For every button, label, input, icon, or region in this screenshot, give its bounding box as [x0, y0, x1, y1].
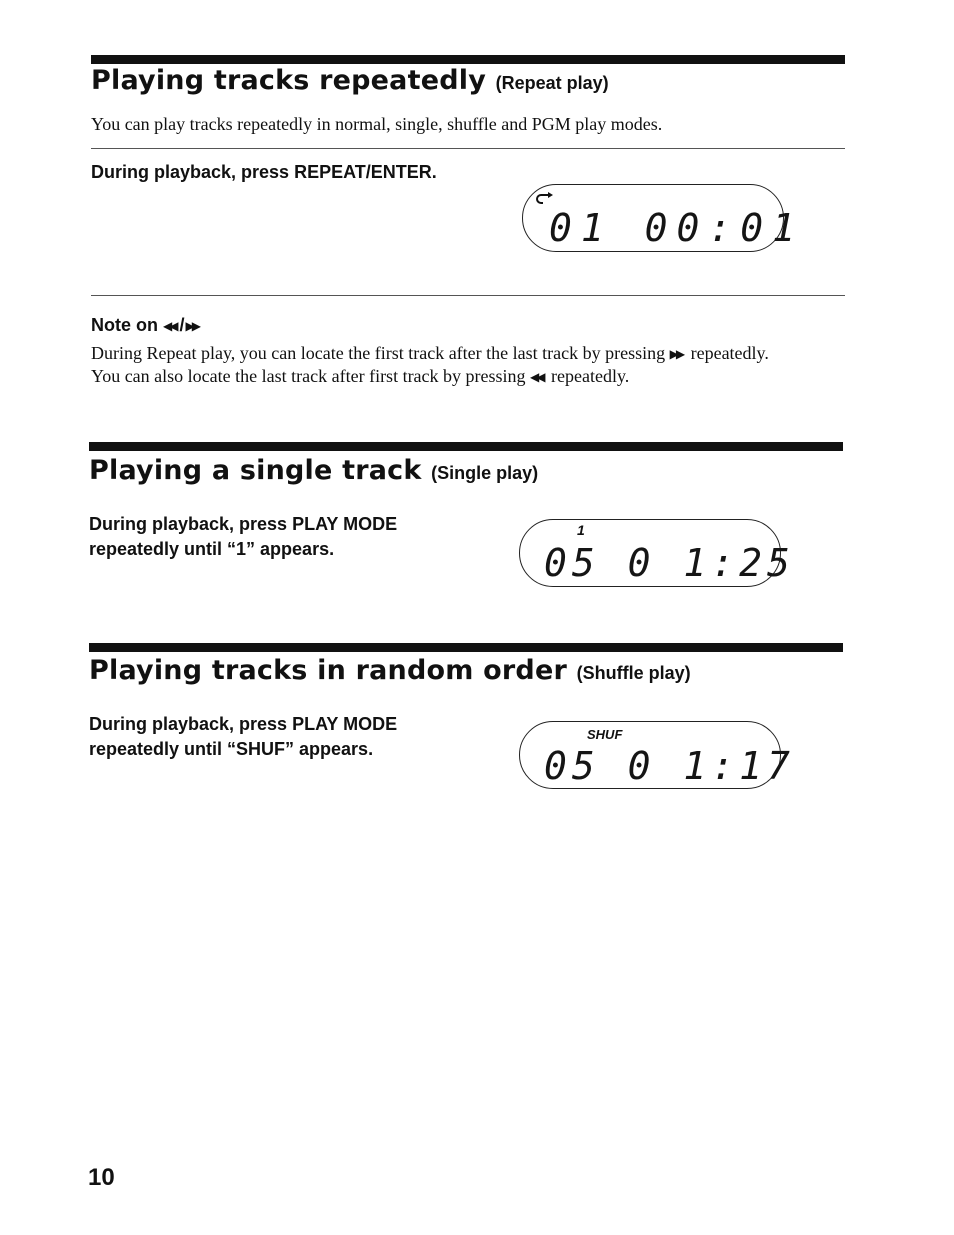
prev-track-icon: ◀◀ — [530, 370, 543, 384]
lcd-digits-single: 05 0 1:25 — [544, 541, 795, 585]
note-line-1-end: repeatedly. — [686, 343, 769, 363]
lcd-display-shuffle — [519, 721, 795, 789]
lcd-display-repeat — [522, 184, 805, 252]
note-heading-text: Note on — [91, 315, 163, 335]
note-line-1-text: During Repeat play, you can locate the first track after the last track by pressing — [91, 343, 670, 363]
next-track-icon: ▶▶ — [669, 347, 683, 361]
repeat-instruction: During playback, press REPEAT/ENTER. — [91, 162, 437, 182]
repeat-icon — [535, 192, 559, 206]
next-track-icon: ▶▶ — [185, 319, 198, 333]
heading-shuffle — [89, 657, 691, 684]
heading-single-subtitle: (Single play) — [431, 463, 539, 483]
section-rule-shuffle — [89, 643, 843, 652]
heading-repeat-title: Playing tracks repeatedly — [91, 65, 486, 96]
single-instruction-line-1: During playback, press PLAY MODE — [89, 514, 398, 534]
heading-single — [89, 457, 538, 484]
note-heading-sep: / — [179, 315, 185, 335]
prev-track-icon: ◀◀ — [163, 319, 176, 333]
divider-repeat-bottom — [91, 295, 845, 296]
lcd-digits-shuffle: 05 0 1:17 — [544, 744, 795, 788]
note-line-2-text: You can also locate the last track after first track by pressing — [91, 366, 531, 386]
note-line-1 — [91, 342, 769, 366]
repeat-intro: You can play tracks repeatedly in normal, single, shuffle and PGM play modes. — [91, 114, 663, 134]
section-rule-single — [89, 442, 843, 451]
heading-repeat-subtitle: (Repeat play) — [495, 73, 609, 93]
section-rule-repeat — [91, 55, 845, 64]
note-line-2-end: repeatedly. — [546, 366, 630, 386]
heading-single-title: Playing a single track — [89, 455, 422, 486]
divider-repeat-top — [91, 148, 845, 149]
heading-shuffle-title: Playing tracks in random order — [89, 655, 567, 686]
note-line-2 — [91, 365, 629, 389]
lcd-indicator-single: 1 — [577, 522, 585, 538]
heading-shuffle-subtitle: (Shuffle play) — [576, 663, 691, 683]
lcd-indicator-shuffle: SHUF — [587, 727, 623, 742]
shuffle-instruction-line-2: repeatedly until “SHUF” appears. — [89, 739, 374, 759]
page-number: 10 — [88, 1164, 115, 1191]
lcd-display-single — [519, 519, 795, 587]
shuffle-instruction-line-1: During playback, press PLAY MODE — [89, 714, 398, 734]
note-heading — [91, 316, 198, 334]
heading-repeat — [91, 67, 609, 94]
lcd-digits-repeat: 01 00:01 — [549, 206, 805, 250]
single-instruction-line-2: repeatedly until “1” appears. — [89, 539, 335, 559]
